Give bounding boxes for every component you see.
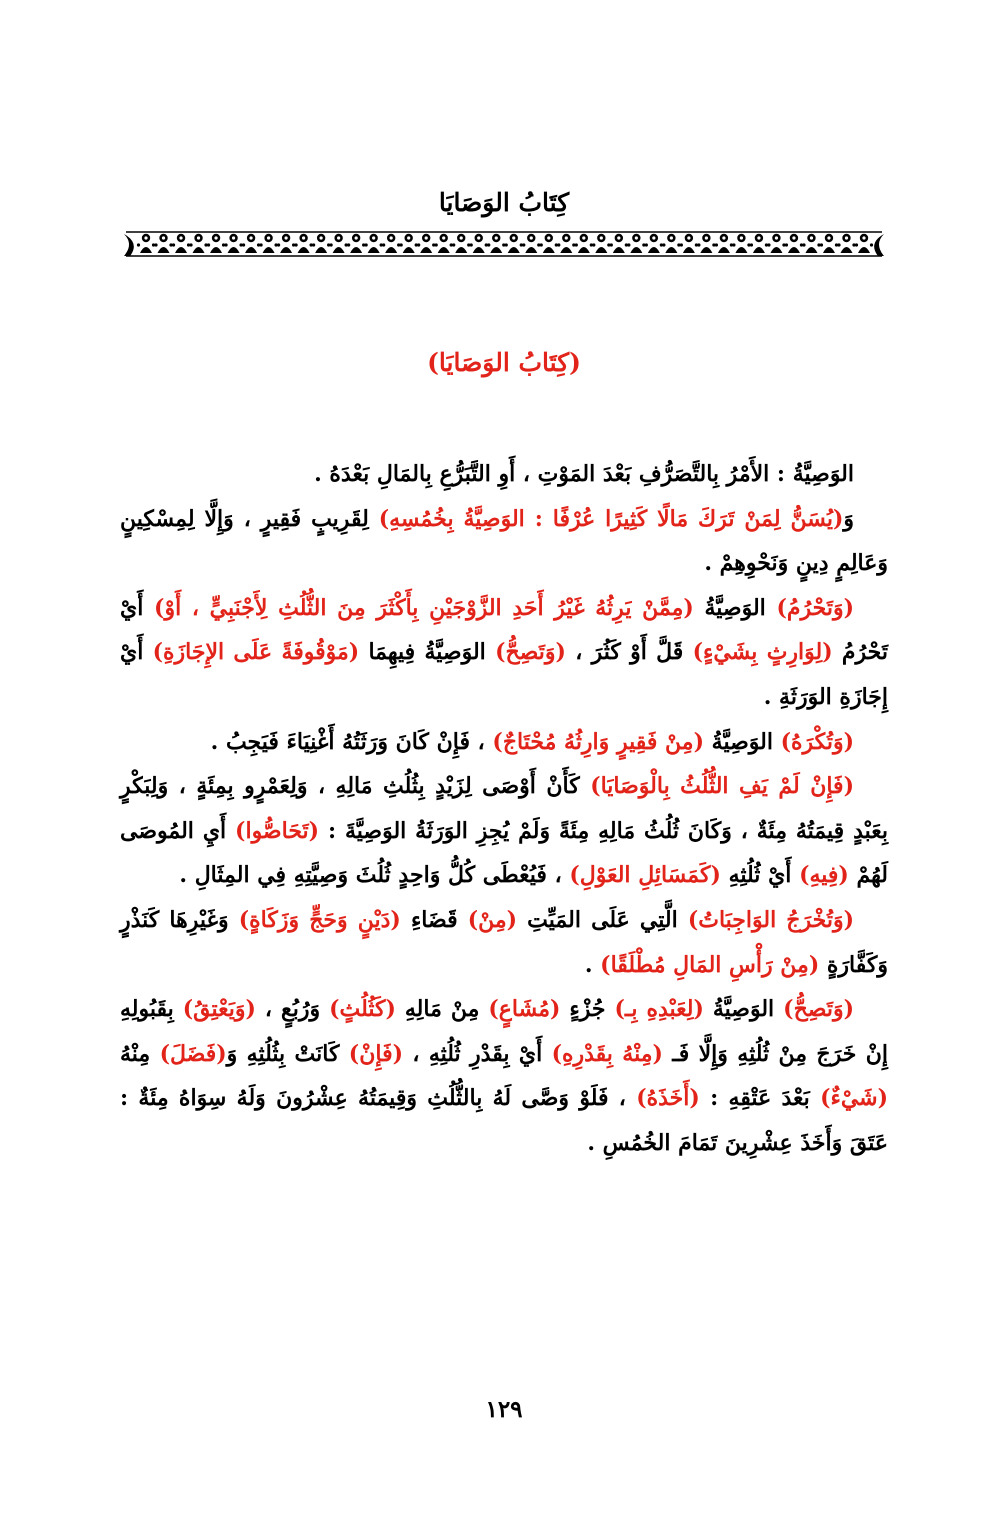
- text-run: الوَصِيَّةُ: [693, 594, 777, 621]
- matn-text: (وَيَعْتِقُ): [182, 996, 256, 1023]
- ornament-motif: [820, 234, 838, 253]
- matn-text: (لِعَبْدِهِ بِـ): [614, 996, 704, 1023]
- matn-text: (مِمَّنْ يَرِثُهُ غَيْرُ أَحَدِ الزَّوْجَيْنِ بِأَكْثَرَ مِنَ الثُّلُثِ لِأَجْنَبِيٍّ ، أَوْ): [154, 594, 694, 621]
- ornament-motif: [224, 234, 242, 253]
- text-run: أَيِ المُوصَى لَهُمْ: [120, 817, 888, 889]
- matn-text: (فَضَلَ): [159, 1040, 227, 1067]
- text-run: وَغَيْرِهَا كَنَذْرٍ وَكَفَّارَةٍ: [120, 906, 888, 978]
- matn-text: (دَيْنٍ وَحَجٍّ وَزَكَاةٍ): [238, 906, 401, 933]
- ornament-motif: [154, 234, 172, 253]
- ornament-motif: [417, 234, 435, 253]
- matn-text: (لِوَارِثٍ بِشَيْءٍ): [692, 639, 833, 666]
- ornament-motif: [540, 234, 558, 253]
- ornament-motif: [680, 234, 698, 253]
- ornament-motif: [802, 234, 820, 253]
- ornament-motif: [259, 234, 277, 253]
- text-run: كَانَتْ بِثُلُثِهِ وَ: [226, 1040, 349, 1067]
- ornament-motif: [312, 234, 330, 253]
- ornament-band-graphic: [120, 229, 888, 259]
- ornament-motif: [785, 234, 803, 253]
- text-run: كَأَنْ أَوْصَى لِزَيْدٍ بِثُلُثِ مَالِهِ ، وَلِعَمْرٍو بِمِئَةٍ ، وَلِبَكْرٍ بِعَبْدٍ قِيمَتُهُ مِئَةٌ ، وَكَانَ ثُلُثُ مَالِهِ مِئَةً وَلَمْ يُجِزِ الوَرَثَةُ الوَصِيَّةَ :: [120, 773, 888, 844]
- matn-text: (مِنْهُ بِقَدْرِهِ): [551, 1040, 663, 1067]
- ornament-motif: [189, 234, 207, 253]
- ornament-motif: [837, 234, 855, 253]
- ornament-motif: [750, 234, 768, 253]
- matn-text: (تَحَاصُّوا): [235, 817, 320, 844]
- paragraph: [120, 586, 888, 720]
- paragraph: [120, 497, 888, 586]
- ornament-motif: [732, 234, 750, 253]
- text-run: أَيْ تَحْرُمُ: [120, 594, 889, 666]
- ornament-motif: [435, 234, 453, 253]
- ornament-motif: [470, 234, 488, 253]
- text-run: لِقَرِيبٍ فَقِيرٍ ، وَإِلَّا لِمِسْكِينٍ وَعَالِمٍ دِينٍ وَنَحْوِهِمْ .: [120, 505, 888, 577]
- text-run: الوَصِيَّةُ: [703, 996, 784, 1023]
- paragraph: [120, 898, 888, 987]
- ornament-motif: [855, 234, 873, 253]
- ornament-motif: [505, 234, 523, 253]
- matn-text: (مُشَاعٍ): [488, 996, 561, 1023]
- ornament-motif: [522, 234, 540, 253]
- chapter-title: (كِتَابُ الوَصَايَا): [427, 348, 581, 377]
- paragraph: [120, 764, 888, 898]
- ornament-motif: [365, 234, 383, 253]
- text-run: جُزْءٍ: [560, 996, 615, 1023]
- paragraph: [120, 452, 888, 497]
- text-run: قَضَاءِ: [400, 906, 468, 933]
- paragraph: [120, 987, 888, 1165]
- ornament-motif: [172, 234, 190, 253]
- ornament-motif: [452, 234, 470, 253]
- text-run: قَلَّ أَوْ كَثُرَ ،: [565, 639, 693, 666]
- ornament-motif: [242, 234, 260, 253]
- ornament-motif: [557, 234, 575, 253]
- ornament-motif: [592, 234, 610, 253]
- text-run: ، فَإِنْ كَانَ وَرَثَتُهُ أَغْنِيَاءَ فَيَجِبُ .: [210, 728, 493, 755]
- matn-text: (وَتَحْرُمُ): [776, 594, 854, 621]
- ornament-motif: [207, 234, 225, 253]
- text-run: الوَصِيَّةُ: [703, 728, 781, 755]
- matn-text: (فِيهِ): [799, 862, 849, 889]
- running-header: كِتَابُ الوَصَايَا: [438, 188, 570, 217]
- ornament-motif: [487, 234, 505, 253]
- text-run: أَيْ إِجَازَةِ الوَرَثَةِ .: [120, 639, 888, 710]
- ornament-motif: [295, 234, 313, 253]
- ornament-motif: [347, 234, 365, 253]
- matn-text: (شَيْءٌ): [820, 1085, 888, 1112]
- text-run: الَّتِي عَلَى المَيِّتِ: [517, 906, 688, 933]
- ornament-motif: [767, 234, 785, 253]
- matn-text: (وَتَصِحُّ): [495, 639, 566, 666]
- ornament-motif: [382, 234, 400, 253]
- ornament-motif: [610, 234, 628, 253]
- matn-text: (يُسَنُّ لِمَنْ تَرَكَ مَالًا كَثِيرًا عُرْفًا : الوَصِيَّةُ بِخُمُسِهِ): [378, 505, 844, 532]
- body-text: [120, 452, 888, 1166]
- book-page: [120, 0, 888, 1518]
- ornament-motif: [645, 234, 663, 253]
- ornament-motif: [575, 234, 593, 253]
- text-run: مِنْ مَالِهِ: [395, 996, 489, 1023]
- text-run: بِقَبُولِهِ إِنْ خَرَجَ مِنْ ثُلُثِهِ وَإِلَّا فَـ: [120, 996, 888, 1067]
- page-number: ١٢٩: [485, 1396, 523, 1423]
- ornament-motif: [715, 234, 733, 253]
- matn-text: (مِنْ فَقِيرٍ وَارِثُهُ مُحْتَاجٌ): [492, 728, 704, 755]
- matn-text: (أَخَذَهُ): [636, 1085, 700, 1112]
- text-run: الوَصِيَّةُ فِيهِمَا: [359, 639, 496, 666]
- text-run: أَيْ ثُلُثِهِ: [720, 862, 800, 889]
- ornament-motif: [137, 234, 155, 253]
- matn-text: (وَتَصِحُّ): [783, 996, 855, 1023]
- text-run: ، فَيُعْطَى كُلُّ وَاحِدٍ ثُلُثَ وَصِيَّتِهِ فِي المِثَالِ .: [179, 862, 570, 889]
- text-run: مِنْهُ: [120, 1040, 160, 1067]
- text-run: ، فَلَوْ وَصَّى لَهُ بِالثُّلُثِ وَقِيمَتُهُ عِشْرُونَ وَلَهُ سِوَاهُ مِئَةٌ : عَتَقَ وَأَخَذَ عِشْرِينَ تَمَامَ الخُمُسِ .: [120, 1085, 888, 1156]
- ornament-motif: [627, 234, 645, 253]
- text-run: .: [584, 951, 601, 978]
- text-run: الوَصِيَّةُ : الأَمْرُ بِالتَّصَرُّفِ بَعْدَ المَوْتِ ، أَوِ التَّبَرُّعِ بِالمَالِ بَعْدَهُ .: [314, 461, 854, 487]
- matn-text: (مِنْ): [467, 906, 518, 933]
- matn-text: (فَإِنْ): [348, 1040, 403, 1067]
- matn-text: (كَمَسَائِلِ العَوْلِ): [569, 862, 721, 889]
- paragraph: [120, 720, 888, 765]
- ornament-motif: [400, 234, 418, 253]
- ornament-motif: [277, 234, 295, 253]
- ornament-motif: [662, 234, 680, 253]
- matn-text: (مِنْ رَأْسِ المَالِ مُطْلَقًا): [600, 951, 820, 978]
- ornament-band: [120, 229, 888, 259]
- ornament-motif: [330, 234, 348, 253]
- matn-text: (كَثُلُثٍ): [329, 996, 396, 1023]
- matn-text: (وَتُخْرَجُ الوَاجِبَاتُ): [687, 906, 854, 933]
- matn-text: (فَإِنْ لَمْ يَفِ الثُّلُثُ بِالْوَصَايَا): [590, 773, 854, 800]
- text-run: أَيْ بِقَدْرِ ثُلُثِهِ ،: [403, 1040, 552, 1067]
- matn-text: (مَوْقُوفَةً عَلَى الإِجَازَةِ): [152, 639, 360, 666]
- text-run: بَعْدَ عَتْقِهِ :: [699, 1085, 821, 1112]
- text-run: وَ: [843, 505, 854, 532]
- matn-text: (وَتُكْرَهُ): [780, 728, 854, 755]
- text-run: وَرُبُعٍ ،: [255, 996, 330, 1023]
- ornament-motif: [697, 234, 715, 253]
